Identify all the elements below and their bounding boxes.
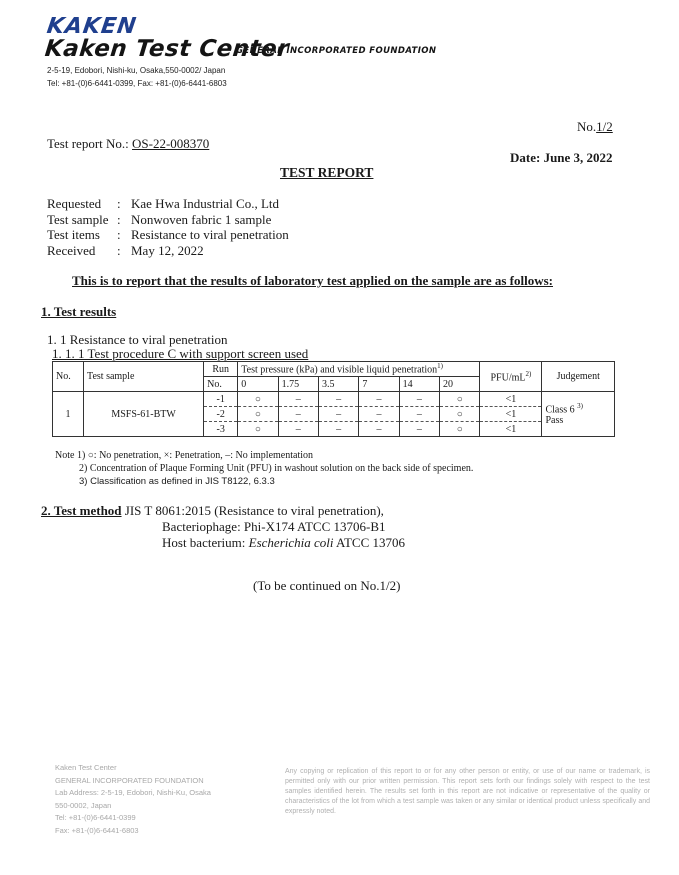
note-3: 3) Classification as defined in JIS T8122, 6.3.3 <box>79 476 275 487</box>
header-pressure-text: Test pressure (kPa) and visible liquid penetration <box>241 364 438 376</box>
header-sample: Test sample <box>84 362 204 392</box>
header-run: Run <box>204 362 238 377</box>
info-row-requested: Requested : Kae Hwa Industrial Co., Ltd <box>47 196 280 211</box>
report-number <box>47 136 209 152</box>
document-title: TEST REPORT <box>280 165 374 180</box>
method-host-species: Escherichia coli <box>248 535 334 550</box>
result-cell: ○ <box>238 392 278 407</box>
info-value: Kae Hwa Industrial Co., Ltd <box>131 196 280 211</box>
footer-contact <box>55 762 211 837</box>
pressure-20: 20 <box>440 377 480 392</box>
method-host-label: Host bacterium: <box>162 535 246 550</box>
method-host <box>41 535 405 551</box>
report-statement: This is to report that the results of laboratory test applied on the sample are as follows: <box>72 273 553 288</box>
result-cell: – <box>399 407 439 422</box>
info-value: May 12, 2022 <box>131 242 204 258</box>
organization-address: 2-5-19, Edobori, Nishi-ku, Osaka,550-0002/ Japan <box>47 66 226 75</box>
note-1: Note 1) ○: No penetration, ×: Penetration, –: No implementation <box>55 450 314 461</box>
organization-contact: Tel: +81-(0)6-6441-0399, Fax: +81-(0)6-6441-6803 <box>47 79 227 88</box>
result-cell: ○ <box>440 392 480 407</box>
footer-line: Tel: +81-(0)6-6441-0399 <box>55 813 136 822</box>
footer-line: Kaken Test Center <box>55 763 117 772</box>
info-label: Requested <box>47 196 102 211</box>
procedure-heading: 1. 1. 1 Test procedure C with support screen used <box>52 346 309 361</box>
pressure-7: 7 <box>359 377 399 392</box>
section-test-results-heading: 1. Test results <box>41 304 117 319</box>
results-table <box>52 361 615 437</box>
header-run-no: No. <box>204 377 238 392</box>
result-cell: – <box>318 407 358 422</box>
info-value: Nonwoven fabric 1 sample <box>131 211 272 227</box>
method-host-strain: ATCC 13706 <box>336 535 406 550</box>
method-bacteriophage: Bacteriophage: Phi-X174 ATCC 13706-B1 <box>162 519 386 534</box>
table-header-row <box>53 362 615 377</box>
result-cell: – <box>278 407 318 422</box>
footer-line: Lab Address: 2-5-19, Edobori, Nishi-Ku, Osaka <box>55 788 211 797</box>
header-pfu-note: 2) <box>525 369 532 378</box>
brand-logo: KAKEN <box>45 14 139 39</box>
result-cell: – <box>359 392 399 407</box>
result-cell: ○ <box>440 422 480 437</box>
pfu-value: <1 <box>480 422 542 437</box>
report-number-value: OS-22-008370 <box>132 136 210 151</box>
footer-disclaimer: Any copying or replication of this report to or for any other person or entity, or use of our name or trademark, is permitted only with our prior written permission. This report sets forth our findings solely with respect to the test samples identified herein. The results set forth in this report are not indicative or representative of the quality or characteristics of the lot from which a test sample was taken or any similar or identical product unless specifically and expressly noted. <box>285 768 650 815</box>
report-number-label: Test report No.: <box>47 136 129 151</box>
result-cell: – <box>278 422 318 437</box>
info-row-sample: Test sample : Nonwoven fabric 1 sample <box>47 211 272 227</box>
sample-number: 1 <box>53 392 84 437</box>
pfu-value: <1 <box>480 392 542 407</box>
header-pfu <box>480 362 542 392</box>
info-label: Test items <box>47 227 100 242</box>
pressure-0: 0 <box>238 377 278 392</box>
section-test-method-heading: 2. Test method <box>41 503 122 518</box>
footer-line: 550-0002, Japan <box>55 800 112 810</box>
result-cell: ○ <box>238 407 278 422</box>
header-no: No. <box>53 362 84 392</box>
test-method <box>41 503 405 551</box>
header-pressure <box>238 362 480 377</box>
page-number-value: 1/2 <box>596 119 613 134</box>
subsection-heading: 1. 1 Resistance to viral penetration <box>47 332 228 347</box>
result-cell: – <box>359 407 399 422</box>
organization-name: Kaken Test Center <box>43 36 291 62</box>
info-row-received: Received : May 12, 2022 <box>47 242 204 258</box>
organization-subtitle: GENERAL INCORPORATED FOUNDATION <box>236 46 437 56</box>
note-2: 2) Concentration of Plaque Forming Unit (PFU) in washout solution on the back side of specimen. <box>79 463 474 474</box>
info-label: Received <box>47 242 96 258</box>
pfu-value: <1 <box>480 407 542 422</box>
result-cell: – <box>359 422 399 437</box>
header-pfu-text: PFU/mL <box>490 372 526 384</box>
result-cell: – <box>399 392 439 407</box>
result-cell: – <box>318 392 358 407</box>
header-judgement: Judgement <box>542 362 615 392</box>
info-row-items: Test items : Resistance to viral penetration <box>47 227 289 242</box>
pressure-14: 14 <box>399 377 439 392</box>
page-number-label: No. <box>577 119 597 134</box>
sample-name: MSFS-61-BTW <box>84 392 204 437</box>
report-info <box>47 196 289 258</box>
result-cell: ○ <box>238 422 278 437</box>
run-number: -3 <box>204 422 238 437</box>
result-cell: – <box>278 392 318 407</box>
info-label: Test sample <box>47 211 109 227</box>
header-pressure-note: 1) <box>437 362 443 371</box>
judgement-class: Class 6 <box>545 404 575 416</box>
table-notes <box>55 449 473 488</box>
table-row <box>53 392 615 407</box>
result-cell: – <box>399 422 439 437</box>
judgement-result: Pass <box>545 415 564 427</box>
page-number <box>577 119 613 135</box>
pressure-3-5: 3.5 <box>318 377 358 392</box>
run-number: -2 <box>204 407 238 422</box>
judgement-note: 3) <box>577 401 583 410</box>
result-cell: – <box>318 422 358 437</box>
method-standard: JIS T 8061:2015 (Resistance to viral penetration), <box>124 503 384 518</box>
continued-note: (To be continued on No.1/2) <box>253 578 401 593</box>
info-value: Resistance to viral penetration <box>131 227 289 242</box>
footer-line: GENERAL INCORPORATED FOUNDATION <box>55 775 204 785</box>
run-number: -1 <box>204 392 238 407</box>
pressure-1-75: 1.75 <box>278 377 318 392</box>
report-date: Date: June 3, 2022 <box>510 150 613 165</box>
judgement-cell <box>542 392 615 437</box>
footer-line: Fax: +81-(0)6-6441-6803 <box>55 825 139 835</box>
result-cell: ○ <box>440 407 480 422</box>
